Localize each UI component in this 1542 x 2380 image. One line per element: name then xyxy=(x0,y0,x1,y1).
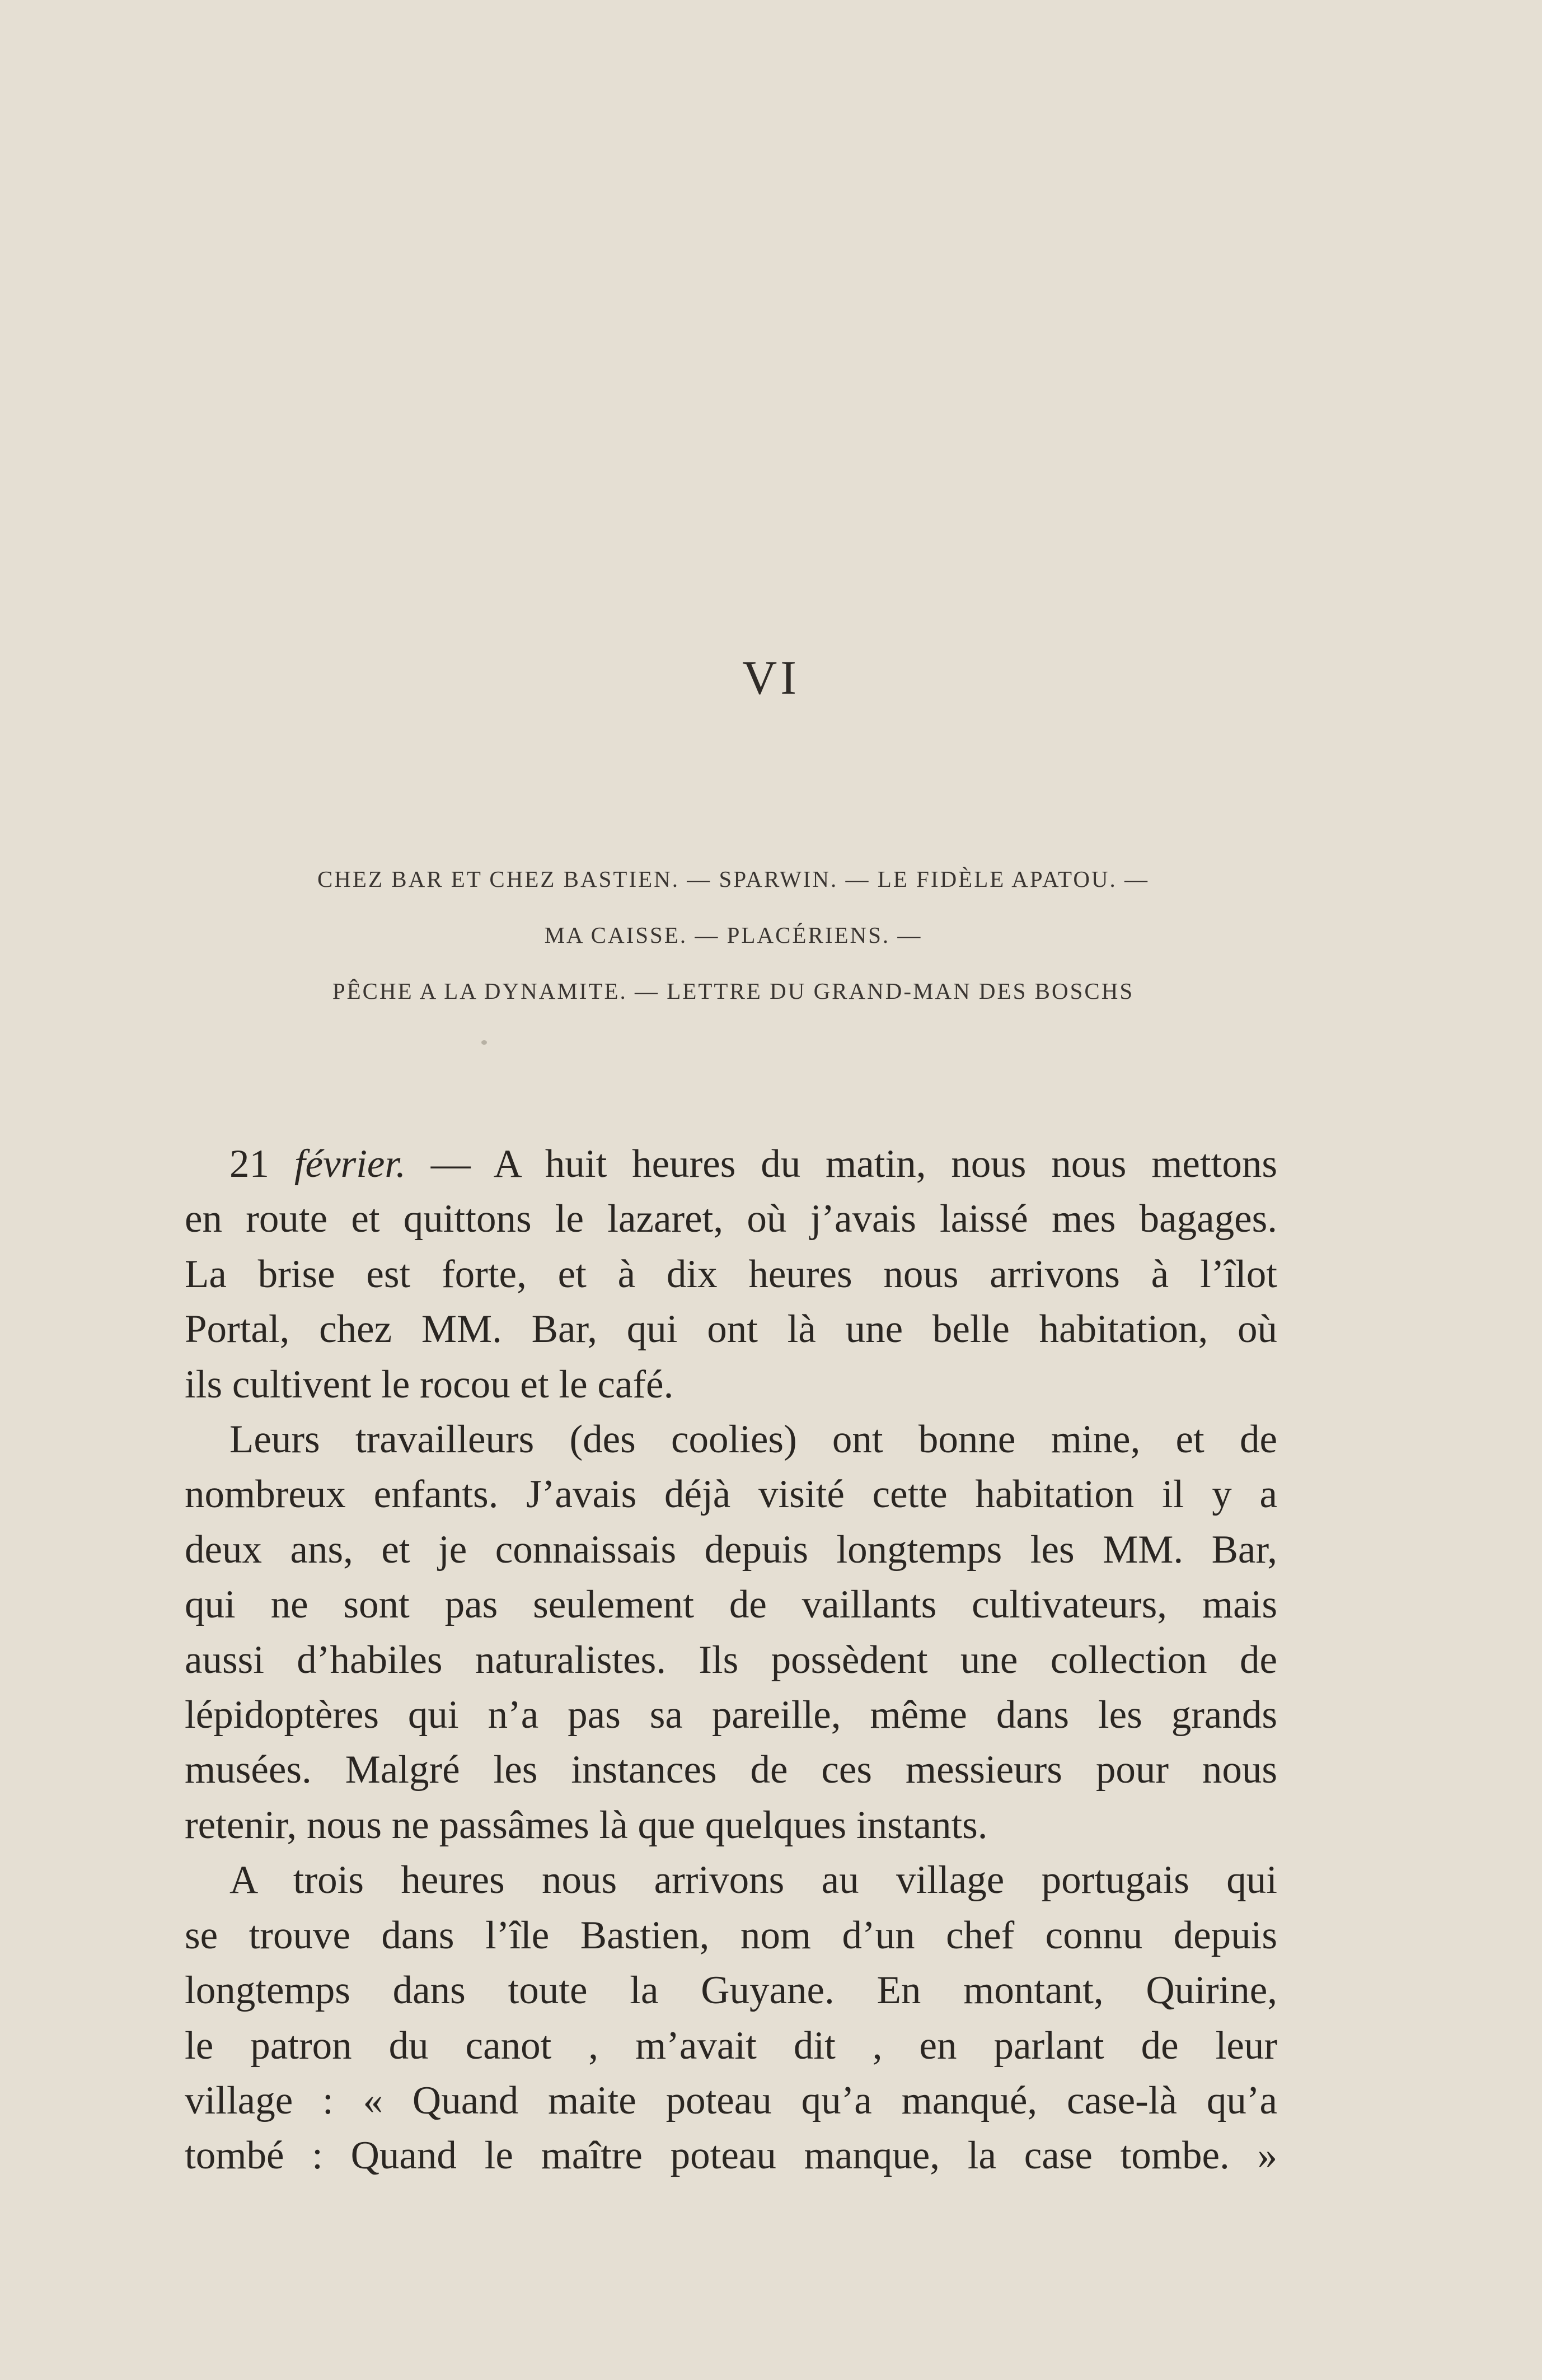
text-line: longtemps dans toute la Guyane. En montant, Quirine, xyxy=(185,1968,1277,2013)
text-line-content: A trois heures nous arrivons au village portugais qui xyxy=(229,1858,1277,1902)
paper-speck xyxy=(481,1040,487,1045)
text-line: ils cultivent le rocou et le café. xyxy=(185,1362,674,1406)
text-line-content: — A huit heures du matin, nous nous mettons xyxy=(405,1142,1278,1186)
chapter-summary xyxy=(185,851,1282,1019)
entry-date-month: février. xyxy=(294,1142,406,1186)
summary-line: CHEZ BAR ET CHEZ BASTIEN. — SPARWIN. — LE FIDÈLE APATOU. — xyxy=(317,866,1150,892)
text-line: retenir, nous ne passâmes là que quelques instants. xyxy=(185,1803,988,1847)
text-line: aussi d’habiles naturalistes. Ils possèdent une collection de xyxy=(185,1638,1277,1682)
text-line: qui ne sont pas seulement de vaillants cultivateurs, mais xyxy=(185,1583,1277,1627)
text-line: se trouve dans l’île Bastien, nom d’un chef connu depuis xyxy=(185,1913,1277,1957)
text-line: La brise est forte, et à dix heures nous arrivons à l’îlot xyxy=(185,1252,1277,1296)
text-line-content: Leurs travailleurs (des coolies) ont bonne mine, et de xyxy=(229,1418,1277,1462)
summary-line: PÊCHE A LA DYNAMITE. — LETTRE DU GRAND-MAN DES BOSCHS xyxy=(332,978,1135,1004)
text-line: tombé : Quand le maître poteau manque, la case tombe. » xyxy=(185,2134,1277,2178)
entry-date: 21 xyxy=(229,1142,269,1186)
text-line xyxy=(185,1853,1277,1907)
text-line: lépidoptères qui n’a pas sa pareille, même dans les grands xyxy=(185,1693,1277,1737)
paragraph-1 xyxy=(185,1137,1277,1412)
text-line xyxy=(185,1137,1277,1191)
paragraph-3 xyxy=(185,1853,1277,2183)
paragraph-2 xyxy=(185,1412,1277,1853)
text-line: Portal, chez MM. Bar, qui ont là une belle habitation, où xyxy=(185,1307,1277,1352)
summary-line: MA CAISSE. — PLACÉRIENS. — xyxy=(544,922,922,948)
text-line xyxy=(185,1412,1277,1467)
text-line: village : « Quand maite poteau qu’a manqué, case-là qu’a xyxy=(185,2078,1277,2122)
text-line: en route et quittons le lazaret, où j’avais laissé mes bagages. xyxy=(185,1197,1277,1241)
body-text xyxy=(185,1137,1277,2183)
text-line: le patron du canot , m’avait dit , en parlant de leur xyxy=(185,2023,1277,2068)
text-line: musées. Malgré les instances de ces messieurs pour nous xyxy=(185,1748,1277,1792)
text-line: nombreux enfants. J’avais déjà visité cette habitation il y a xyxy=(185,1472,1277,1517)
chapter-number: VI xyxy=(742,651,800,704)
text-line: deux ans, et je connaissais depuis longtemps les MM. Bar, xyxy=(185,1527,1277,1572)
